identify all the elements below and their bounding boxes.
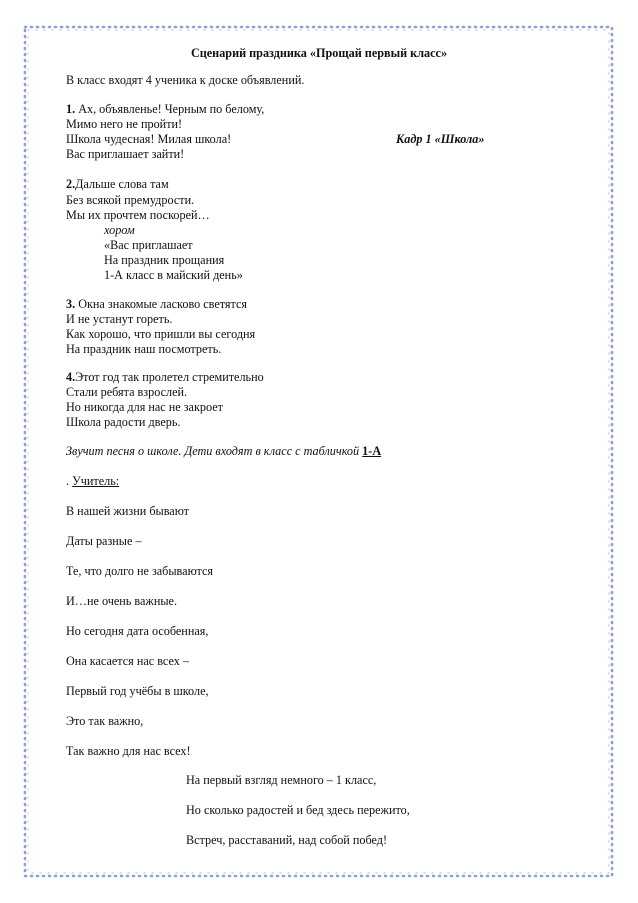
chorus-direction: хором bbox=[104, 223, 135, 237]
verse-4-line-3: Но никогда для нас не закроет bbox=[66, 400, 223, 414]
verse-1-line-3: Школа чудесная! Милая школа! bbox=[66, 132, 232, 146]
teacher-line-6: Она касается нас всех – bbox=[66, 654, 189, 668]
song-stage-text: Звучит песня о школе. Дети входят в класс с табличкой bbox=[66, 444, 360, 458]
verse-1-number: 1. bbox=[66, 102, 76, 116]
verse-3-text: Окна знакомые ласково светятся bbox=[75, 297, 248, 311]
verse-1-line-2: Мимо него не пройти! bbox=[66, 117, 183, 131]
closing-line-1: На первый взгляд немного – 1 класс, bbox=[186, 773, 377, 787]
chorus-line-2: На праздник прощания bbox=[104, 253, 225, 267]
song-stage-direction bbox=[66, 444, 381, 458]
teacher-prefix: . bbox=[66, 474, 73, 488]
teacher-line-1: В нашей жизни бывают bbox=[66, 504, 189, 518]
verse-1-line-4: Вас приглашает зайти! bbox=[66, 147, 185, 161]
intro-stage-direction: В класс входят 4 ученика к доске объявлений. bbox=[66, 73, 305, 87]
verse-2-line-3: Мы их прочтем поскорей… bbox=[66, 208, 210, 222]
verse-2-line-2: Без всякой премудрости. bbox=[66, 193, 195, 207]
teacher-label: Учитель: bbox=[72, 474, 120, 488]
verse-3-line-4: На праздник наш посмотреть. bbox=[66, 342, 222, 356]
verse-4-text: Этот год так пролетел стремительно bbox=[75, 370, 264, 384]
verse-3-line-2: И не устанут гореть. bbox=[66, 312, 173, 326]
closing-line-2: Но сколько радостей и бед здесь пережито, bbox=[186, 803, 410, 817]
verse-2-line-1 bbox=[66, 177, 169, 191]
teacher-line-7: Первый год учёбы в школе, bbox=[66, 684, 209, 698]
slide-note-kadr-1: Кадр 1 «Школа» bbox=[396, 132, 485, 146]
teacher-line-9: Так важно для нас всех! bbox=[66, 744, 191, 758]
closing-line-3: Встреч, расставаний, над собой побед! bbox=[186, 833, 388, 847]
verse-4-line-2: Стали ребята взрослей. bbox=[66, 385, 188, 399]
verse-3-line-3: Как хорошо, что пришли вы сегодня bbox=[66, 327, 256, 341]
teacher-line-4: И…не очень важные. bbox=[66, 594, 178, 608]
teacher-line-5: Но сегодня дата особенная, bbox=[66, 624, 209, 638]
verse-2-number: 2. bbox=[66, 177, 76, 191]
document-title: Сценарий праздника «Прощай первый класс» bbox=[190, 46, 448, 60]
verse-1-line-1 bbox=[66, 102, 264, 116]
teacher-speaker bbox=[66, 474, 119, 488]
verse-3-number: 3. bbox=[66, 297, 76, 311]
chorus-line-3: 1-А класс в майский день» bbox=[104, 268, 243, 282]
verse-2-text: Дальше слова там bbox=[75, 177, 169, 191]
class-sign-label: 1-А bbox=[362, 444, 382, 458]
teacher-line-3: Те, что долго не забываются bbox=[66, 564, 213, 578]
verse-4-number: 4. bbox=[66, 370, 76, 384]
chorus-line-1: «Вас приглашает bbox=[104, 238, 193, 252]
verse-1-text: Ах, объявленье! Черным по белому, bbox=[75, 102, 265, 116]
verse-4-line-1 bbox=[66, 370, 264, 384]
teacher-line-8: Это так важно, bbox=[66, 714, 144, 728]
verse-4-line-4: Школа радости дверь. bbox=[66, 415, 181, 429]
verse-3-line-1 bbox=[66, 297, 247, 311]
teacher-line-2: Даты разные – bbox=[66, 534, 142, 548]
